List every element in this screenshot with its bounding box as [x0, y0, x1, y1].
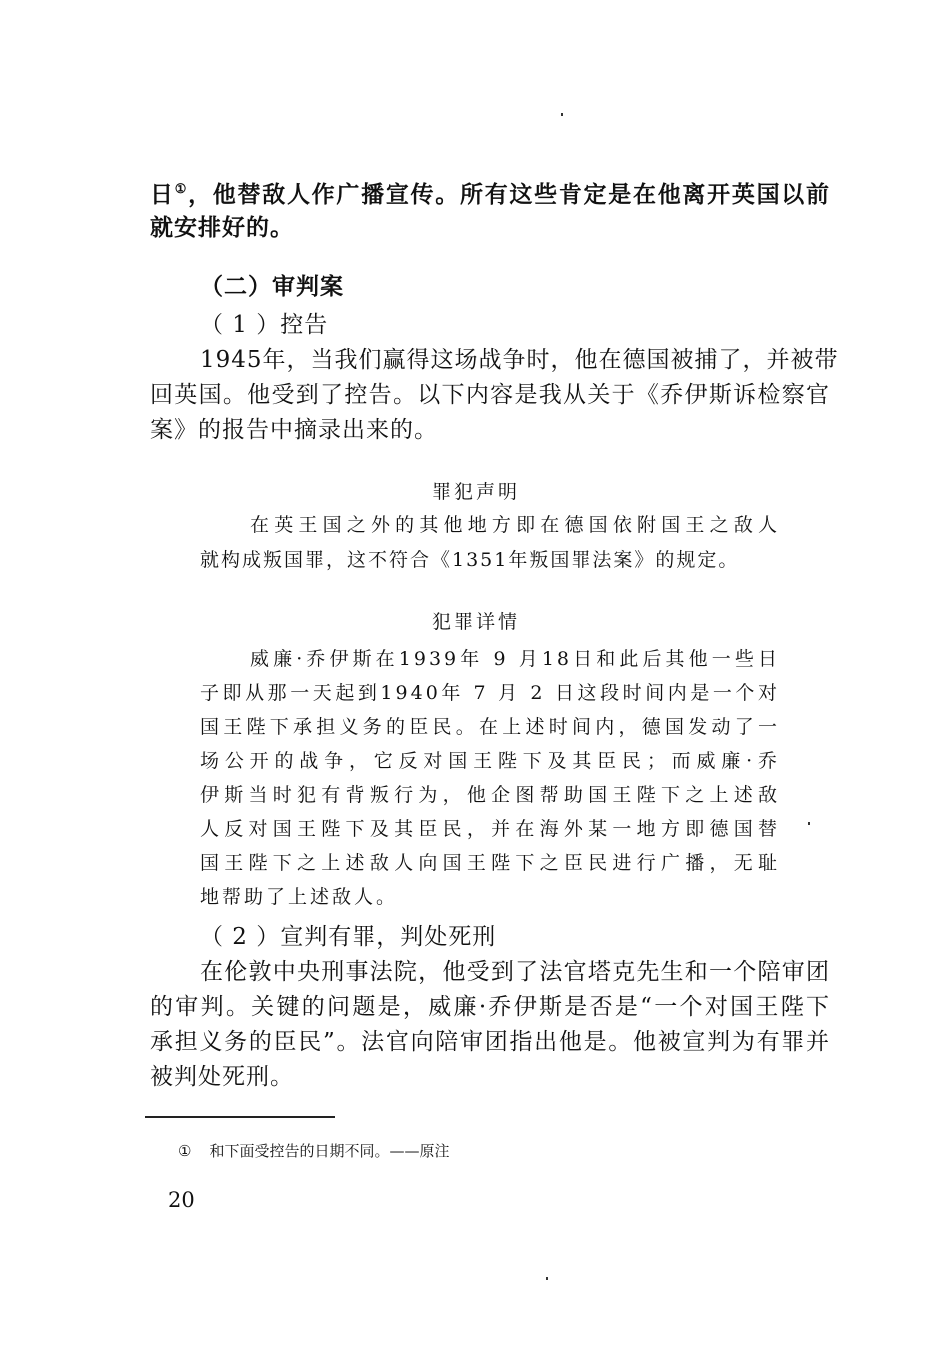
statement-title: 罪犯声明: [431, 481, 520, 503]
details-title: 犯罪详情: [431, 611, 520, 633]
paragraph-line: 被判处死刑。: [150, 1064, 294, 1090]
footnote-text: 和下面受控告的日期不同。——原注: [209, 1142, 450, 1160]
body-line: 就安排好的。: [150, 214, 294, 241]
body-line: 日①，他替敌人作广播宣传。所有这些肯定是在他离开英国以前: [150, 181, 831, 208]
section-heading: （二）审判案: [200, 273, 344, 300]
details-line: 场公开的战争，它反对国王陛下及其臣民；而威廉·乔: [200, 750, 780, 772]
subheading-verdict: （ 2 ）宣判有罪，判处死刑: [200, 924, 497, 950]
details-line: 人反对国王陛下及其臣民，并在海外某一地方即德国替: [200, 818, 780, 840]
paragraph-line: 的审判。关键的问题是，威廉·乔伊斯是否是“一个对国王陛下: [150, 994, 830, 1020]
paragraph-line: 回英国。他受到了控告。以下内容是我从关于《乔伊斯诉检察官: [150, 382, 830, 408]
footnote-divider: [145, 1116, 335, 1118]
paragraph-line: 1945年，当我们赢得这场战争时，他在德国被捕了，并被带: [200, 347, 839, 373]
page-number: 20: [168, 1188, 195, 1212]
details-line: 国王陛下承担义务的臣民。在上述时间内，德国发动了一: [200, 716, 780, 738]
details-line: 伊斯当时犯有背叛行为，他企图帮助国王陛下之上述敌: [200, 784, 780, 806]
footnote-marker: ①: [178, 1142, 192, 1160]
paragraph-line: 案》的报告中摘录出来的。: [150, 417, 438, 443]
paragraph-line: 承担义务的臣民”。法官向陪审团指出他是。他被宣判为有罪并: [150, 1029, 830, 1055]
details-line: 子即从那一天起到1940年 7 月 2 日这段时间内是一个对: [200, 682, 780, 704]
footnote: [178, 1140, 449, 1162]
scan-speck: [546, 1277, 548, 1280]
paragraph-line: 在伦敦中央刑事法院，他受到了法官塔克先生和一个陪审团: [200, 959, 830, 985]
scan-speck: [561, 113, 563, 116]
details-line: 地帮助了上述敌人。: [200, 886, 399, 908]
statement-line: 就构成叛国罪，这不符合《1351年叛国罪法案》的规定。: [200, 549, 740, 571]
scan-speck: [808, 822, 810, 825]
statement-line: 在英王国之外的其他地方即在德国依附国王之敌人: [250, 514, 780, 536]
subheading-accusation: （ 1 ）控告: [200, 312, 329, 338]
details-line: 威廉·乔伊斯在1939年 9 月18日和此后其他一些日: [250, 648, 780, 670]
details-line: 国王陛下之上述敌人向国王陛下之臣民进行广播，无耻: [200, 852, 780, 874]
footnote-reference: ①: [174, 182, 189, 197]
